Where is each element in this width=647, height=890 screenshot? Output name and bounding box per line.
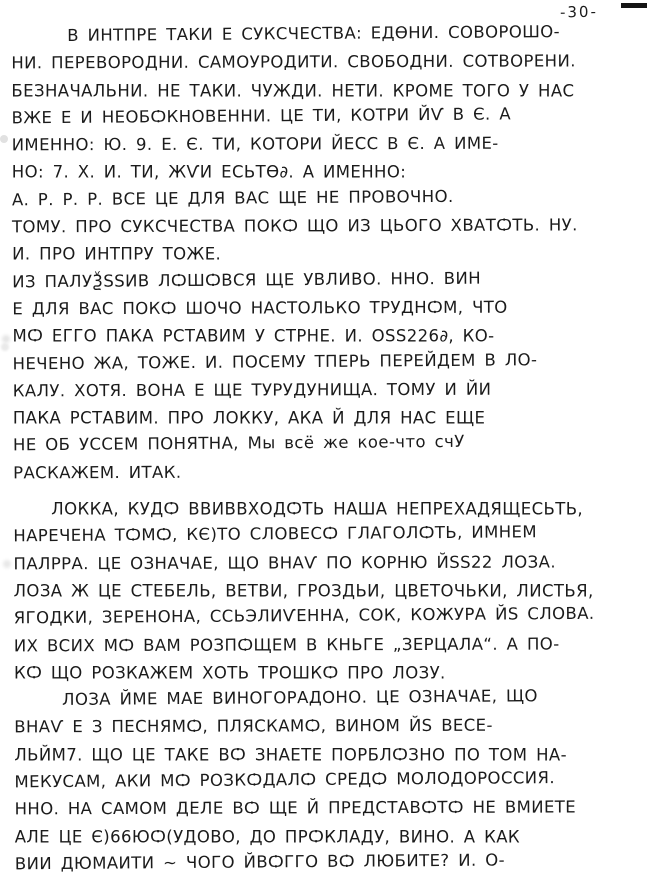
text-line: МЕКУСАМ, АКИ МѺ РОЗКѺДАЛѺ СРЕДѺ МОЛОДОРОССИЯ. <box>14 768 556 792</box>
text-line: КАЛУ. ХОТЯ. ВОНА Е ЩЕ ТУРУДУНИЩА. ТОМУ И ЙИ <box>12 379 492 401</box>
text-line: И. ПРО ИНТПРУ ТОЖЕ. <box>12 244 222 264</box>
text-line: НО: 7. Х. И. ТИ, ЖѴИ ЕСЬТѲ∂. А ИМЕННО: <box>11 162 407 182</box>
text-line: В ИНТПРЕ ТАКИ Е СУКСЧЕСТВА: ЕДѲНИ. СОВОРОШО- <box>67 22 561 45</box>
text-line: БЕЗНАЧАЛЬНИ. НЕ ТАКИ. ЧУЖДИ. НЕТИ. КРОМЕ ТОГО У НАС <box>11 80 575 100</box>
text-line: ПАЛРРА. ЦЕ ОЗНАЧАЕ, ЩО ВНАѴ ПО КОРНЮ ЙЅЅ22 ЛОЗА. <box>13 552 556 574</box>
text-line: ВЖЕ Е И НЕОБѺКНОВЕННИ. ЦЕ ТИ, КОТРИ ЙѴ В Є. А <box>11 104 512 128</box>
text-line: ИМЕННО: Ю. 9. Е. Є. ТИ, КОТОРИ ЙЕСС В Є. А ИМЕ- <box>11 133 499 155</box>
text-line: ИХ ВСИХ МѺ ВАМ РОЗПѺЩЕМ В КНЬГЕ „ЗЕРЦАЛА“. А ПО- <box>13 633 560 655</box>
text-line: ВИИ ДЮМАИТИ ~ ЧОГО ЙВѺГГО ВѺ ЛЮБИТЕ? И. О- <box>14 850 506 874</box>
page-number: -30- <box>559 2 599 22</box>
text-line: ЯГОДКИ, ЗЕРЕНОНА, ССЬЭЛИѴЕННА, СОК, КОЖУРА ЙЅ СЛОВА. <box>13 604 595 628</box>
text-line: ЛОЗА ЙМЕ МАЕ ВИНОГОРАДОНО. ЦЕ ОЗНАЧАЕ, ЩО <box>62 686 538 710</box>
text-line: НЕ ОБ УССЕМ ПОНЯТНА, Мы всё же кое-что счУ <box>12 432 465 455</box>
text-line: ПАКА РСТАВИМ. ПРО ЛОККУ, АКА Й ДЛЯ НАС ЕЩЕ <box>12 408 486 428</box>
text-line: НЕЧЕНО ЖА, ТОЖЕ. И. ПОСЕМУ ТПЕРЬ ПЕРЕЙДЕМ В ЛО- <box>12 349 538 373</box>
text-line: ЛЬЙМ7. ЩО ЦЕ ТАКЕ ВѺ ЗНАЕТЕ ПОРБЛѺЗНО ПО ТОМ НА- <box>14 745 567 765</box>
text-line: ВНАѴ Е З ПЕСНЯМѺ, ПЛЯСКАМѺ, ВИНОМ ЙЅ ВЕСЕ- <box>14 716 493 737</box>
text-line: ЛОККА, КУДѺ ВВИВВХОДѺТЬ НАША НЕПРЕХАДЯЩЕСЬТЬ, <box>51 499 584 519</box>
text-line: ТОМУ. ПРО СУКСЧЕСТВА ПОКѺ ЩО ИЗ ЦЬОГО ХВАТѺТЬ. НУ. <box>11 215 578 237</box>
text-line: МѺ ЕГГО ПАКА РСТАВИМ У СТРНЕ. И. ОЅЅ226∂, КО- <box>12 326 495 346</box>
manuscript-text <box>11 20 645 878</box>
text-line: Е ДЛЯ ВАС ПОКѺ ШОЧО НАСТОЛЬКО ТРУДНѺМ, ЧТО <box>12 297 508 319</box>
text-line: ИЗ ПАЛУѮЅЅИВ ЛѺШѺВСЯ ЩЕ УВЛИВО. ННО. ВИН <box>12 268 482 292</box>
text-line: АЛЕ ЦЕ Є)66ЮѺ(УДОВО, ДО ПРѺКЛАДУ, ВИНО. А КАК <box>14 826 521 846</box>
text-line: А. Р. Р. Р. ВСЕ ЦЕ ДЛЯ ВАС ЩЕ НЕ ПРОВОЧНО. <box>11 186 454 210</box>
text-line: РАСКАЖЕМ. ИТАК. <box>13 462 182 483</box>
scan-noise <box>0 135 8 143</box>
text-line: ЛОЗА Ж ЦЕ СТЕБЕЛЬ, ВЕТВИ, ГРОЗДЬИ, ЦВЕТОЧЬКИ, ЛИСТЬЯ, <box>13 581 594 601</box>
scan-corner-mark <box>621 3 647 8</box>
text-line: КѺ ЩО РОЗКАЖЕМ ХОТЬ ТРОШКѺ ПРО ЛОЗУ. <box>13 663 446 683</box>
text-line: НИ. ПЕРЕВОРОДНИ. САМОУРОДИТИ. СВОБОДНИ. СОТВОРЕНИ. <box>11 51 576 73</box>
text-line: НАРЕЧЕНА ТѺМѺ, КЄ)ТО СЛОВЕСѺ ГЛАГОЛѺТЬ, ИМНЕМ <box>13 522 538 546</box>
text-line: ННО. НА САМОМ ДЕЛЕ ВѺ ЩЕ Й ПРЕДСТАВѺТѺ НЕ ВМИЕТЕ <box>14 797 577 819</box>
